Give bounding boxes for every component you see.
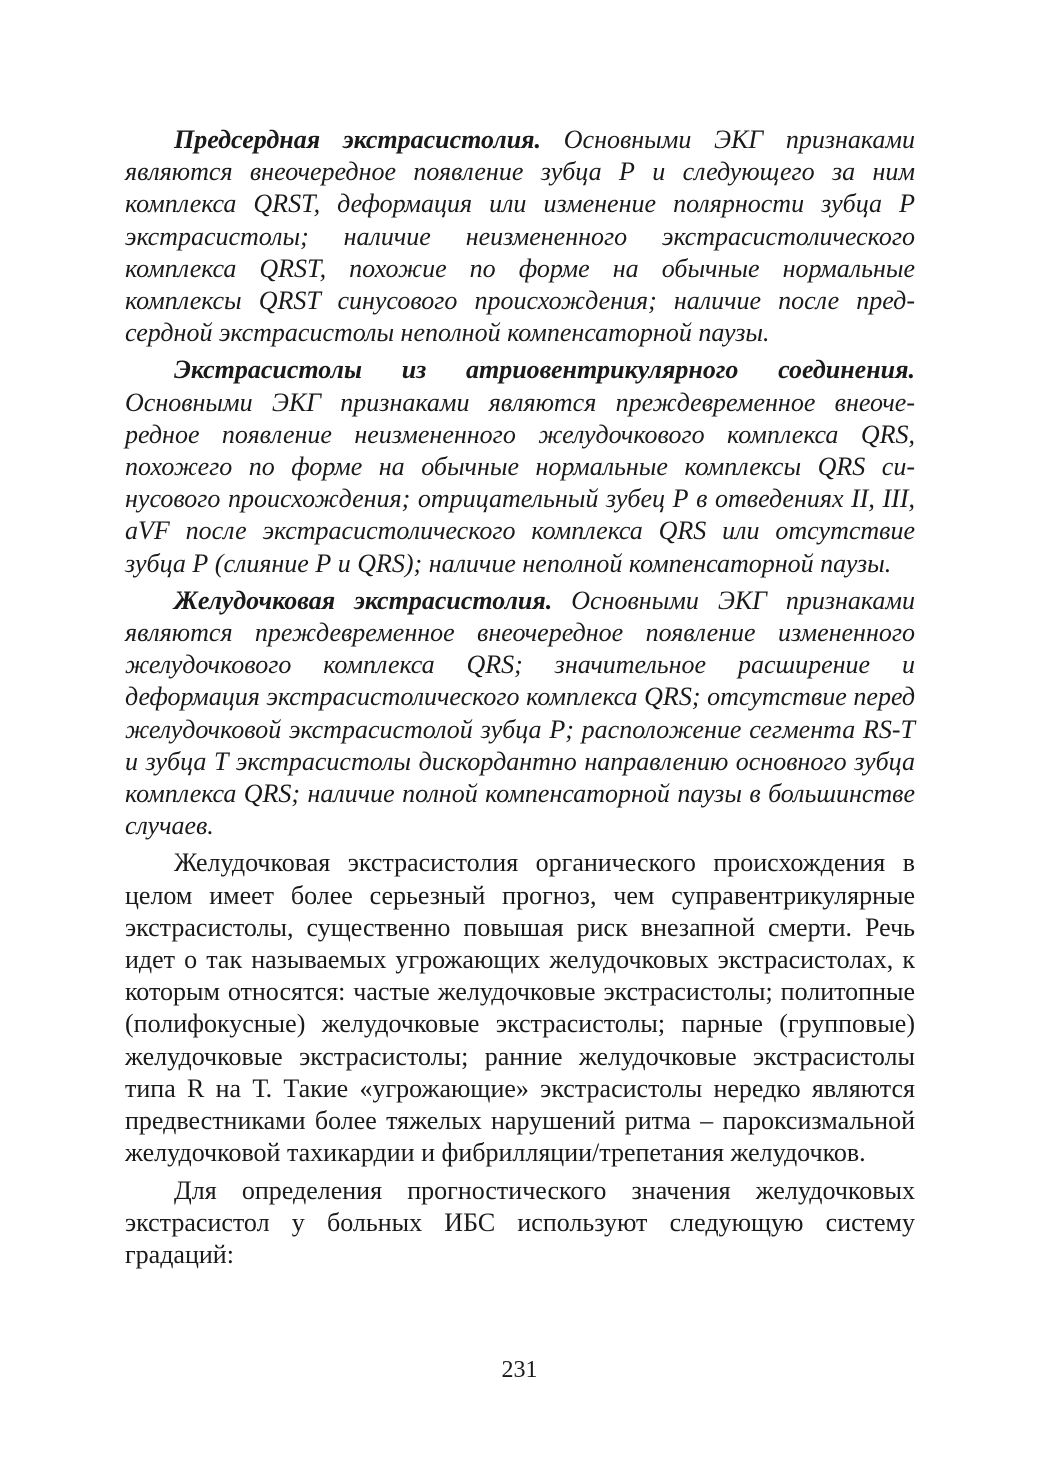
heading-av-junction-extrasystole: Экстрасистолы из атриовентрикулярного соединения. (174, 355, 915, 385)
body-atrial-extrasystole: Основными ЭКГ признаками являются внеочередное появление зубца Р и следующего за ним комплекса QRST, деформация или изменение полярности зубца Р экстрасистолы; наличие неизмененного экстрасистолического комплекса QRST, похожие по форме на обычные нормальные комплексы QRST синусового происхождения; наличие после предсердной экстрасистолы неполной компенсаторной паузы. (125, 125, 915, 348)
paragraph-av-junction-extrasystole (125, 354, 915, 579)
body-ventricular-extrasystole: Основными ЭКГ признаками являются преждевременное внеочередное появление измененного желудочкового комплекса QRS; значительное расширение и деформация экстрасистолического комплекса QRS; отсутствие перед желудочковой экстрасистолой зубца Р; расположение сегмента RS-T и зубца Т экстрасистолы дискордантно направлению основного зубца комплекса QRS; наличие полной компенсаторной паузы в большинстве случаев. (125, 585, 916, 841)
page-body (125, 124, 915, 1271)
heading-atrial-extrasystole: Предсердная экстрасистолия. (174, 125, 542, 154)
heading-ventricular-extrasystole: Желудочковая экстрасистолия. (174, 585, 553, 615)
page-number: 231 (501, 1357, 538, 1383)
paragraph-ventricular-extrasystole (125, 585, 915, 843)
paragraph-gradation-intro: Для определения прогностического значения желудочковых экстрасистол у больных ИБС используют следующую систему градаций: (125, 1175, 915, 1269)
paragraph-prognosis: Желудочковая экстрасистолия органического происхождения в целом имеет более серьезный прогноз, чем суправентрикулярные экстрасистолы, существенно повышая риск внезапной смерти. Речь идет о так называемых угрожающих желудочковых экстрасистолах, к которым относятся: частые желудочковые экстрасистолы; политопные (полифокусные) желудочковые экстрасистолы; парные (групповые) желудочковые экстрасистолы; ранние желудочковые экстрасистолы типа R на Т. Такие «угрожающие» экстрасистолы нередко являются предвестниками более тяжелых нарушений ритма – пароксизмальной желудочковой тахикардии и фибрилляции/трепетания желудочков. (125, 848, 915, 1168)
paragraph-atrial-extrasystole (125, 124, 915, 349)
body-av-junction-extrasystole: Основными ЭКГ признаками являются преждевременное внеочередное появление неизмененного желудочкового комплекса QRS, похожего по форме на обычные нормальные комплексы QRS синусового происхождения; отрицательный зубец Р в отведениях II, III, aVF после экстрасистолического комплекса QRS или отсутствие зубца Р (слияние Р и QRS); наличие неполной компенсаторной паузы. (125, 387, 915, 578)
